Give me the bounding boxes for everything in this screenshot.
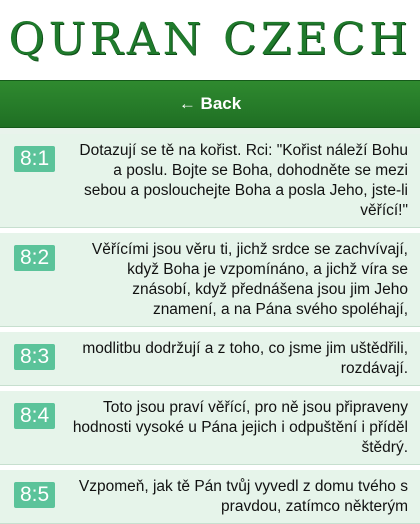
verse-item[interactable]	[0, 332, 420, 386]
verse-number-badge: 8:2	[14, 245, 55, 271]
verse-text: modlitbu dodržují a z toho, co jsme jim uštědřili, rozdávají.	[82, 340, 408, 377]
verse-item[interactable]	[0, 391, 420, 465]
verse-text: Toto jsou praví věřící, pro ně jsou připraveny hodnosti vysoké u Pána jejich i odpuštění i příděl štědrý.	[72, 399, 408, 456]
app-logo: QURAN CZECH	[8, 13, 412, 65]
verse-number-badge: 8:3	[14, 344, 55, 370]
verse-item[interactable]	[0, 470, 420, 524]
verse-text: Věřícími jsou věru ti, jichž srdce se zachvívají, když Boha je vzpomínáno, a jichž víra se znásobí, když přednášena jsou jim Jeho znamení, a na Pána svého spoléhají,	[91, 241, 408, 318]
verse-text: Vzpomeň, jak tě Pán tvůj vyvedl z domu tvého s pravdou, zatímco některým	[78, 478, 408, 515]
app-header	[0, 0, 420, 78]
verse-number-badge: 8:5	[14, 482, 55, 508]
verse-number-badge: 8:4	[14, 403, 55, 429]
verse-text: Dotazují se tě na kořist. Rci: "Kořist náleží Bohu a poslu. Bojte se Boha, dohodněte se mezi sebou a poslouchejte Boha a posla Jeho, jste-li věřící!"	[79, 142, 408, 219]
verse-item[interactable]	[0, 134, 420, 228]
verse-item[interactable]	[0, 233, 420, 327]
verse-number-badge: 8:1	[14, 146, 55, 172]
back-button-label: ← Back	[178, 94, 242, 113]
back-button[interactable]	[0, 80, 420, 128]
